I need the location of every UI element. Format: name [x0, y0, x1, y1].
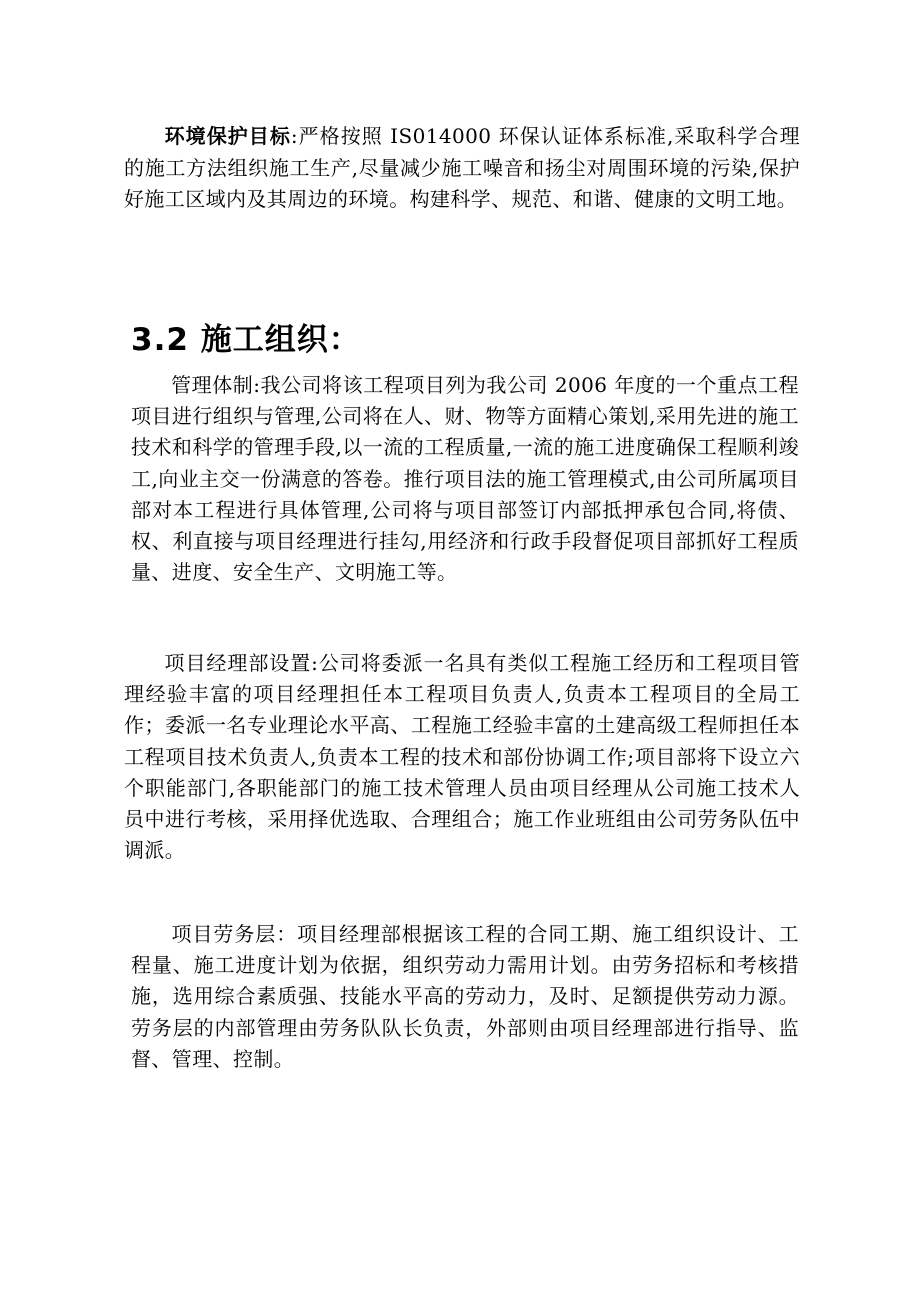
labor-layer-text: 项目劳务层：项目经理部根据该工程的合同工期、施工组织设计、工程量、施工进度计划为依据，组织劳动力需用计划。由劳务招标和考核措施，选用综合素质强、技能水平高的劳动力，及时、足额提供劳动力源。劳务层的内部管理由劳务队队长负责，外部则由项目经理部进行指导、监督、管理、控制。 [131, 922, 799, 1071]
environment-protection-lead: 环境保护目标 [164, 124, 291, 148]
labor-layer-paragraph [131, 919, 799, 1075]
environment-protection-paragraph [124, 121, 800, 216]
management-system-text: 管理体制:我公司将该工程项目列为我公司 2006 年度的一个重点工程项目进行组织与管理,公司将在人、财、物等方面精心策划,采用先进的施工技术和科学的管理手段,以一流的工程质量,一流的施工进度确保工程顺利竣工,向业主交一份满意的答卷。推行项目法的施工管理模式,由公司所属项目部对本工程进行具体管理,公司将与项目部签订内部抵押承包合同,将债、权、利直接与项目经理进行挂勾,用经济和行政手段督促项目部抓好工程质量、进度、安全生产、文明施工等。 [131, 373, 799, 585]
section-heading: 3.2 施工组织： [131, 322, 361, 358]
project-department-paragraph [124, 648, 800, 866]
environment-protection-text: :严格按照 IS014000 环保认证体系标准,采取科学合理的施工方法组织施工生产,尽量减少施工噪音和扬尘对周围环境的污染,保护好施工区域内及其周边的环境。构建科学、规范、和谐、健康的文明工地。 [124, 124, 800, 211]
project-department-text: 项目经理部设置:公司将委派一名具有类似工程施工经历和工程项目管理经验丰富的项目经理担任本工程项目负责人,负责本工程项目的全局工作；委派一名专业理论水平高、工程施工经验丰富的土建高级工程师担任本工程项目技术负责人,负责本工程的技术和部份协调工作;项目部将下设立六个职能部门,各职能部门的施工技术管理人员由项目经理从公司施工技术人员中进行考核，采用择优选取、合理组合；施工作业班组由公司劳务队伍中调派。 [124, 651, 800, 863]
management-system-paragraph [131, 370, 799, 588]
